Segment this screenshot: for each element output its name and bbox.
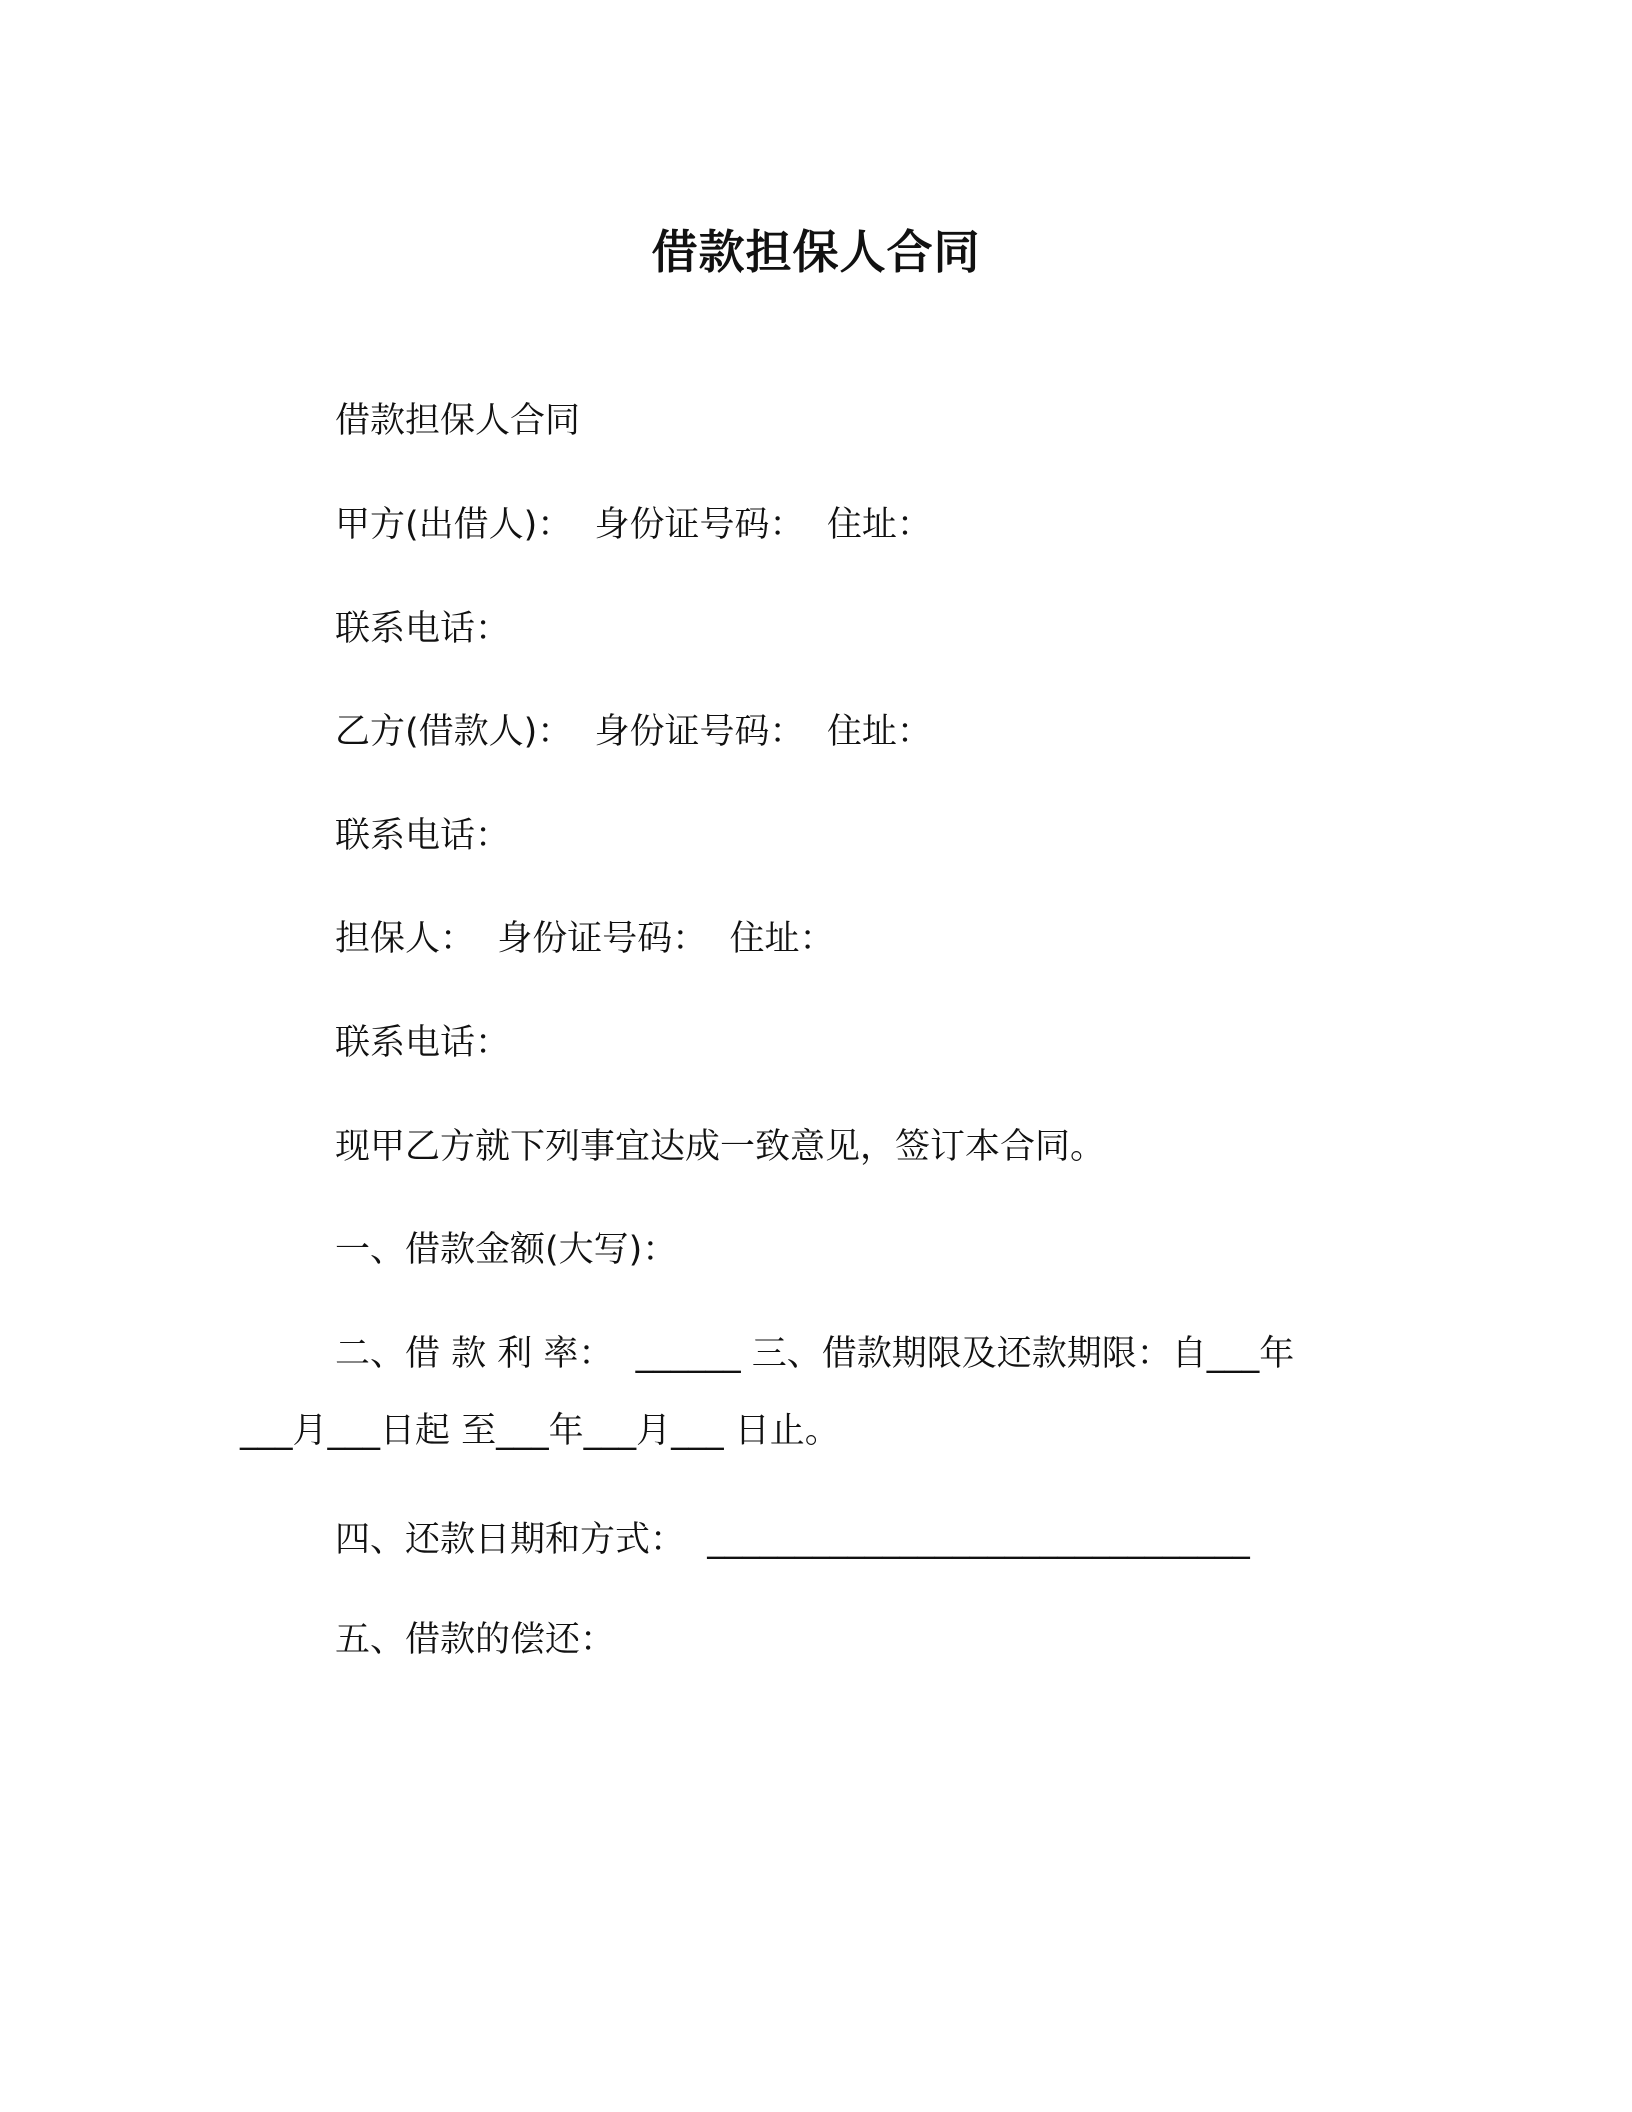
- document-title: 借款担保人合同: [651, 225, 981, 279]
- borrower-phone-line: 联系电话：: [335, 816, 511, 856]
- clause-5-repayment: 五、借款的偿还：: [335, 1620, 616, 1660]
- clause-4-repayment-method: 四、还款日期和方式： _______________________________: [335, 1520, 1250, 1560]
- lender-info-line: 甲方(出借人)： 身份证号码： 住址：: [335, 505, 932, 545]
- agreement-intro-line: 现甲乙方就下列事宜达成一致意见，签订本合同。: [335, 1127, 1106, 1167]
- lender-phone-line: 联系电话：: [335, 609, 511, 649]
- clause-2-3-interest-term: 二、借 款 利 率： ______ 三、借款期限及还款期限：自___年: [335, 1334, 1295, 1374]
- borrower-info-line: 乙方(借款人)： 身份证号码： 住址：: [335, 712, 932, 752]
- clause-1-loan-amount: 一、借款金额(大写)：: [335, 1230, 678, 1270]
- contract-subtitle: 借款担保人合同: [335, 401, 581, 441]
- guarantor-info-line: 担保人： 身份证号码： 住址：: [335, 919, 835, 959]
- clause-3-term-continuation: ___月___日起 至___年___月___ 日止。: [240, 1411, 840, 1451]
- guarantor-phone-line: 联系电话：: [335, 1023, 511, 1063]
